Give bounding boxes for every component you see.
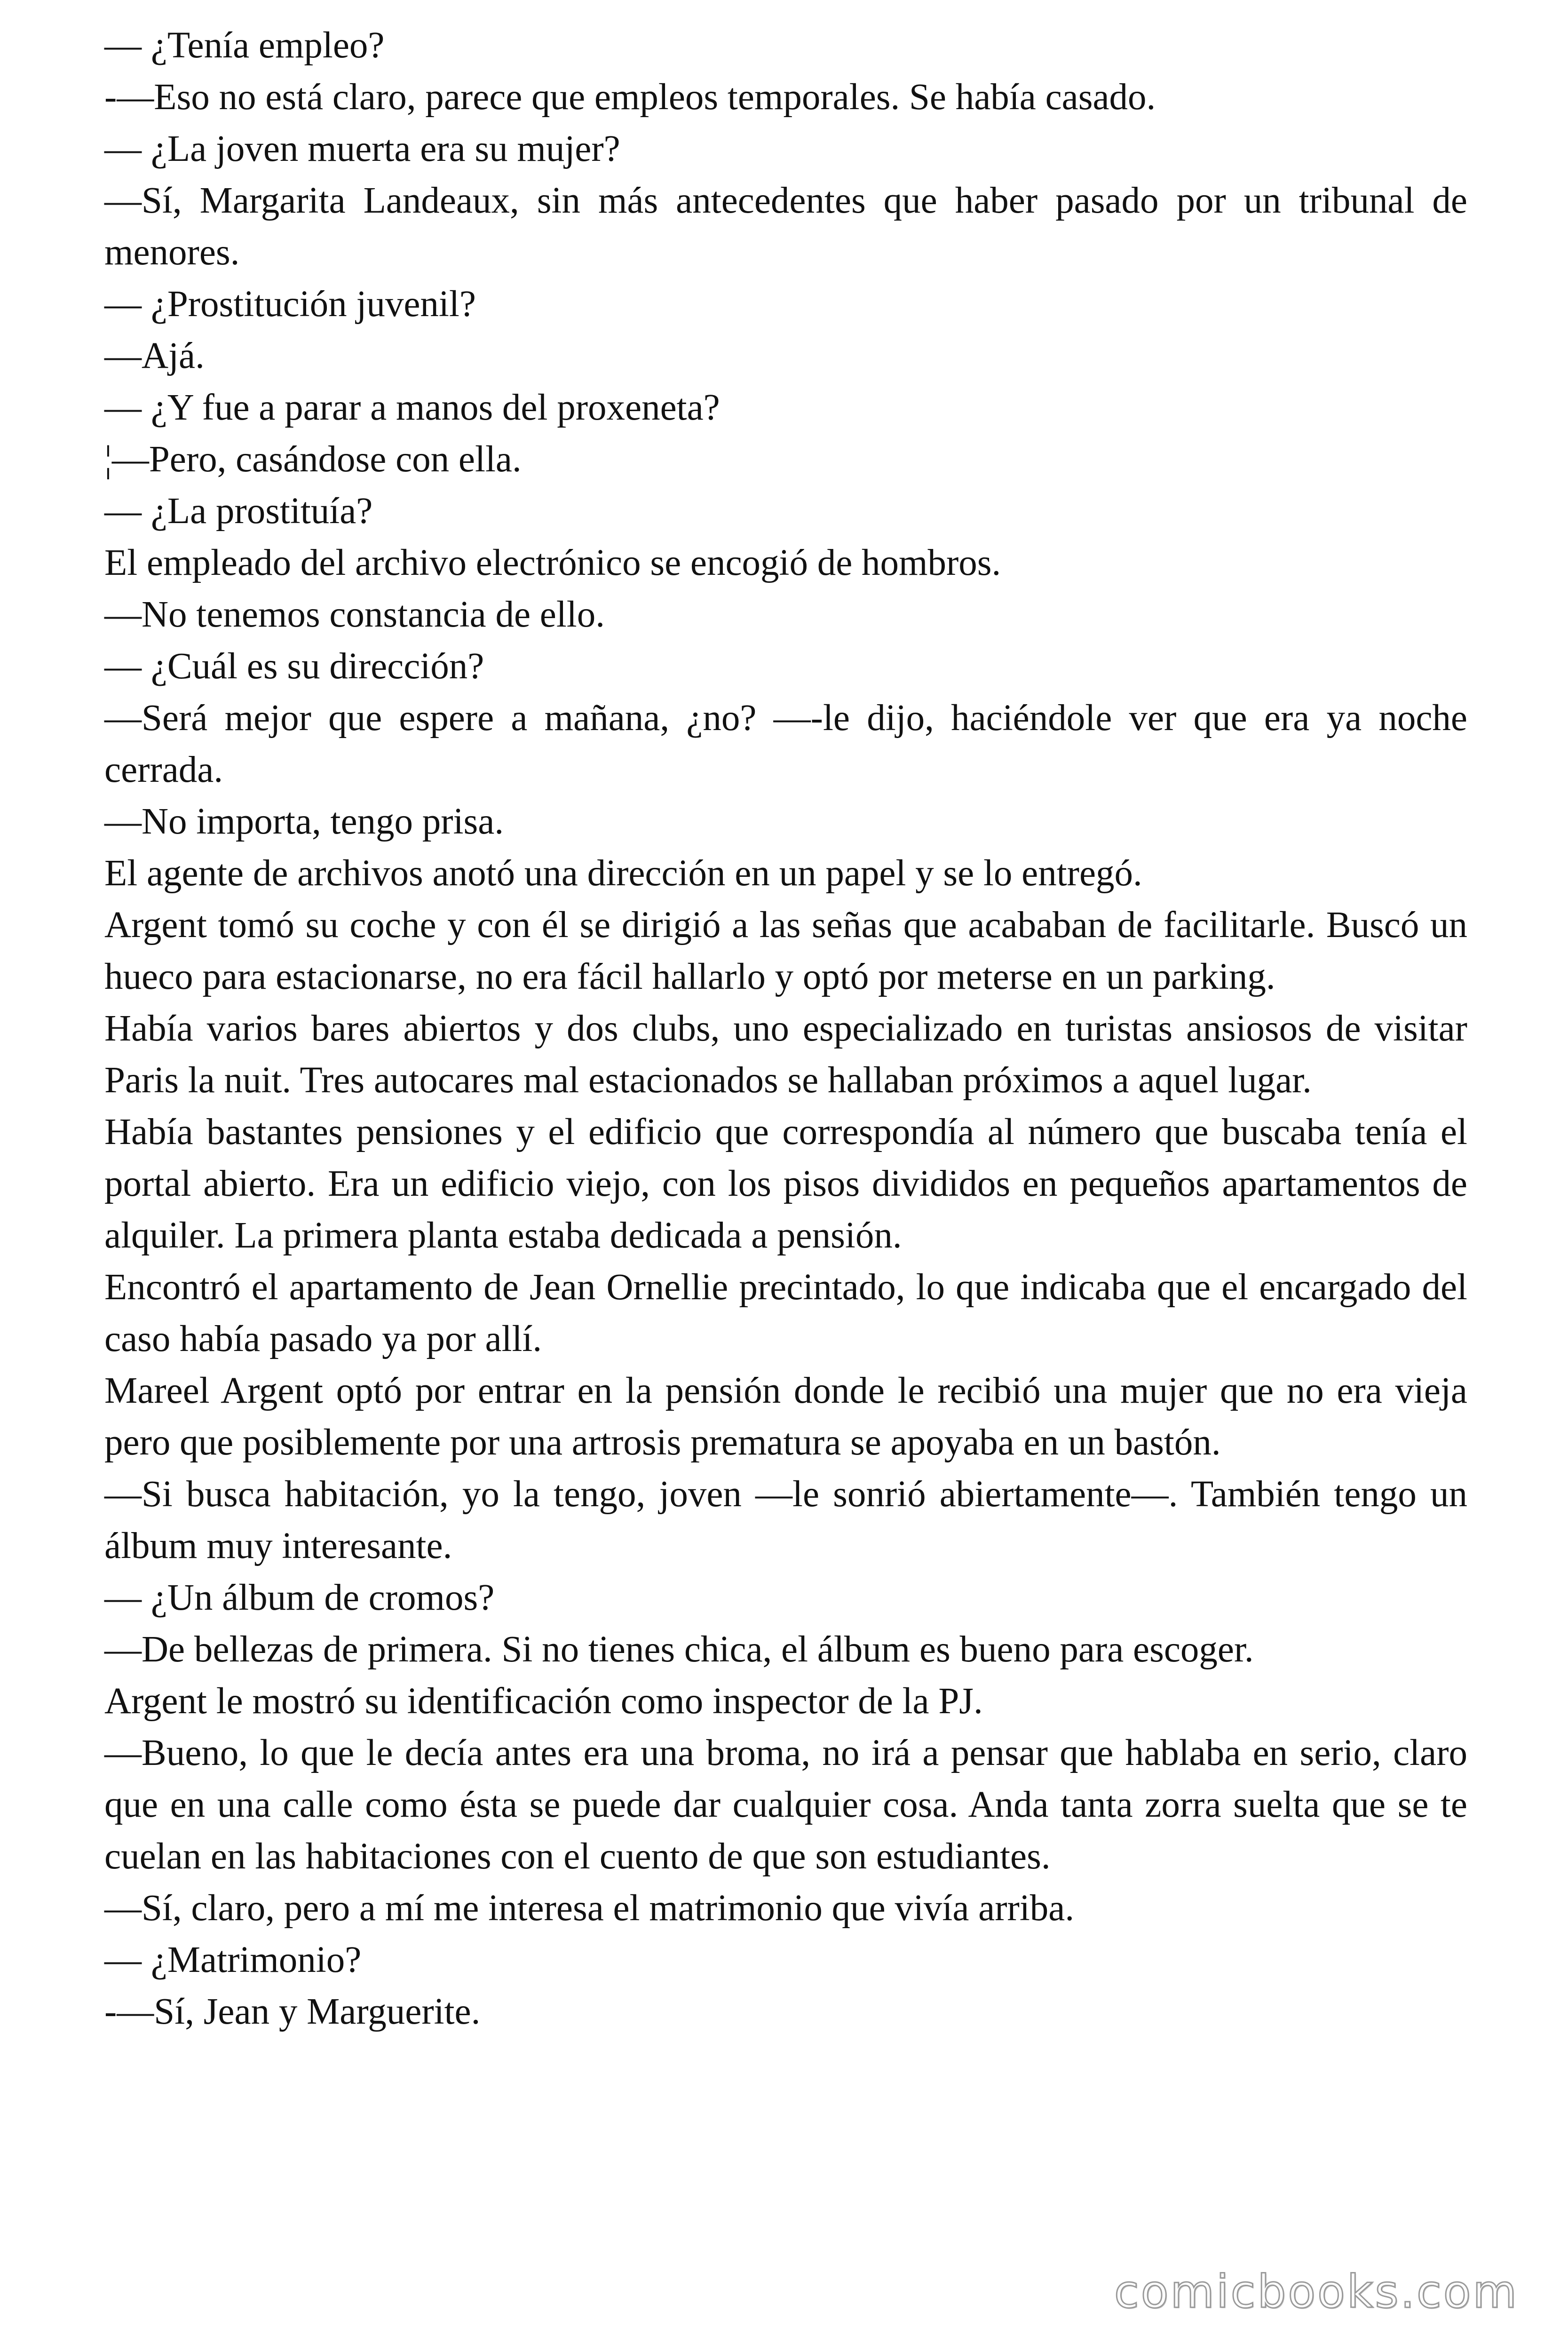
paragraph: — ¿La joven muerta era su mujer? <box>104 128 620 169</box>
paragraph: —Si busca habitación, yo la tengo, joven —le sonrió abiertamente—. También tengo un álbum muy interesante. <box>104 1474 1467 1566</box>
page-text-block <box>104 20 1467 2038</box>
paragraph: — ¿Tenía empleo? <box>104 25 385 66</box>
paragraph: -—Eso no está claro, parece que empleos temporales. Se había casado. <box>104 77 1156 118</box>
paragraph: —Será mejor que espere a mañana, ¿no? —-le dijo, haciéndole ver que era ya noche cerrada. <box>104 698 1467 790</box>
paragraph: —No importa, tengo prisa. <box>104 801 504 842</box>
paragraph: Argent le mostró su identificación como inspector de la PJ. <box>104 1681 983 1722</box>
paragraph: —De bellezas de primera. Si no tienes chica, el álbum es bueno para escoger. <box>104 1629 1254 1670</box>
paragraph: —Bueno, lo que le decía antes era una broma, no irá a pensar que hablaba en serio, claro que en una calle como ésta se puede dar cualquier cosa. Anda tanta zorra suelta que se te cuelan en las habitaciones con el cuento de que son estudiantes. <box>104 1732 1467 1877</box>
paragraph: -—Sí, Jean y Marguerite. <box>104 1991 481 2032</box>
paragraph: — ¿Cuál es su dirección? <box>104 646 484 687</box>
paragraph: —Sí, claro, pero a mí me interesa el matrimonio que vivía arriba. <box>104 1888 1075 1929</box>
paragraph: —Ajá. <box>104 335 205 376</box>
paragraph: —No tenemos constancia de ello. <box>104 594 605 635</box>
paragraph: ¦—Pero, casándose con ella. <box>104 439 522 480</box>
paragraph: — ¿Matrimonio? <box>104 1939 362 1980</box>
paragraph: El empleado del archivo electrónico se encogió de hombros. <box>104 542 1001 583</box>
paragraph: Encontró el apartamento de Jean Ornellie precintado, lo que indicaba que el encargado del caso había pasado ya por allí. <box>104 1267 1467 1359</box>
paragraph: — ¿Un álbum de cromos? <box>104 1577 495 1618</box>
paragraph: Mareel Argent optó por entrar en la pensión donde le recibió una mujer que no era vieja pero que posiblemente por una artrosis prematura se apoyaba en un bastón. <box>104 1370 1467 1463</box>
watermark: comicbooks.com <box>1114 2265 1519 2318</box>
paragraph: — ¿Y fue a parar a manos del proxeneta? <box>104 387 720 428</box>
paragraph: —Sí, Margarita Landeaux, sin más antecedentes que haber pasado por un tribunal de menores. <box>104 180 1467 273</box>
paragraph: — ¿Prostitución juvenil? <box>104 284 476 325</box>
paragraph: Había varios bares abiertos y dos clubs, uno especializado en turistas ansiosos de visitar Paris la nuit. Tres autocares mal estacionados se hallaban próximos a aquel lugar. <box>104 1008 1467 1101</box>
paragraph: — ¿La prostituía? <box>104 491 373 532</box>
paragraph: Había bastantes pensiones y el edificio que correspondía al número que buscaba tenía el portal abierto. Era un edificio viejo, con los pisos divididos en pequeños apartamentos de alquiler. La primera planta estaba dedicada a pensión. <box>104 1112 1467 1256</box>
paragraph: El agente de archivos anotó una dirección en un papel y se lo entregó. <box>104 853 1142 894</box>
paragraph: Argent tomó su coche y con él se dirigió a las señas que acababan de facilitarle. Buscó un hueco para estacionarse, no era fácil hallarlo y optó por meterse en un parking. <box>104 905 1467 997</box>
